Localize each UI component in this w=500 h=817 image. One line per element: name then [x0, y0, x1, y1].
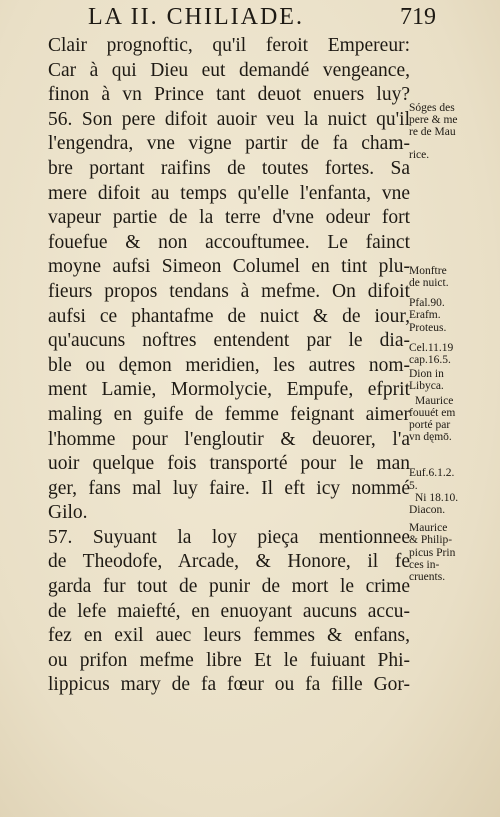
text-line: ou prifon mefme libre Et le fuiuant Phi- [48, 649, 410, 671]
text-line: aufsi ce phantafme de nuict & de iour, [48, 305, 410, 327]
margin-note-line: Proteus. [409, 321, 447, 334]
margin-note-line: fouuét em [409, 406, 456, 419]
text-line: Gilo. [48, 502, 88, 524]
margin-note-monster [409, 265, 497, 289]
margin-note-line: Sóges des [409, 102, 455, 114]
text-line: moyne aufsi Simeon Columel en tint plu- [48, 256, 410, 278]
main-text [48, 34, 410, 698]
text-line: ble ou dęmon meridien, les autres nom- [48, 354, 410, 376]
margin-note-nicephorus [409, 492, 497, 516]
text-line: l'engendra, vne vigne partir de fa cham- [48, 133, 410, 155]
text-line: lippicus mary de fa fœur ou fa fille Gor- [48, 674, 410, 696]
text-line: finon à vn Prince tant deuot enuers luy? [48, 84, 410, 106]
text-line: 57. Suyuant la loy pieça mentionnee [48, 526, 410, 548]
margin-note-dion [409, 368, 497, 392]
margin-note-line: Cel.11.19 [409, 341, 454, 354]
margin-note-line: re de Mau [409, 126, 456, 139]
page-header [0, 4, 500, 34]
text-line: qu'aucuns noftres entendent par le dia- [48, 330, 410, 352]
margin-note-line: cruents. [409, 571, 446, 584]
text-line: l'homme pour l'engloutir & deuorer, l'a [48, 428, 410, 450]
text-line: mere difoit au temps qu'elle l'enfanta, vne [48, 182, 410, 204]
text-line: 56. Son pere difoit auoir veu la nuict qu'il [48, 108, 410, 130]
margin-note-line: pere & me [409, 114, 458, 127]
margin-note-eusebius [409, 467, 497, 491]
margin-note-line: Euf.6.1.2. [409, 467, 455, 480]
margin-note-cel [409, 342, 497, 366]
margin-note-line: 5. [409, 479, 418, 492]
margin-note-line: Diacon. [409, 504, 446, 517]
margin-note-line: Erafm. [409, 309, 441, 322]
margin-note-line: Monftre [409, 264, 447, 277]
margin-note-dreams [409, 102, 497, 161]
text-line: Clair prognoftic, qu'il feroit Empereur: [48, 35, 410, 56]
margin-note-line: picus Prin [409, 546, 456, 559]
margin-note-line: cap.16.5. [409, 354, 451, 367]
text-line: vapeur partie de la terre d'vne odeur fort [48, 207, 410, 229]
text-line: Car à qui Dieu eut demandé vengeance, [48, 59, 410, 81]
text-line: bre portant raifins de toutes fortes. Sa [48, 157, 410, 179]
text-line: maling en guife de femme feignant aimer [48, 403, 410, 425]
running-title: LA II. CHILIADE. [88, 4, 304, 30]
margin-note-line: & Philip- [409, 534, 453, 547]
margin-note-line: rice. [409, 148, 430, 161]
text-line: ment Lamie, Mormolycie, Empufe, efprit [48, 379, 410, 401]
margin-note-line: de nuict. [409, 277, 449, 290]
margin-notes [409, 96, 497, 583]
margin-note-line: Maurice [415, 394, 454, 407]
text-line: fieurs propos tendans à mefme. On difoit [48, 280, 410, 302]
text-line: garda fur tout de punir de mort le crime [48, 576, 410, 598]
text-line: fez en exil auec leurs femmes & enfans, [48, 625, 410, 647]
margin-note-line: ces in- [409, 558, 440, 571]
margin-note-psalm [409, 297, 497, 334]
text-line: ger, fans mal luy faire. Il eft icy nommé [48, 477, 410, 499]
margin-note-line: Dion in [409, 368, 444, 381]
margin-note-maurice-demon [409, 395, 497, 444]
margin-note-line: porté par [409, 419, 451, 432]
margin-note-line: Maurice [409, 522, 448, 535]
margin-note-line: Pfal.90. [409, 297, 445, 310]
margin-note-maurice-philippicus [409, 522, 497, 583]
text-line: uoir quelque fois transporté pour le man [48, 453, 410, 475]
text-line: de lefe maiefté, en enuoyant aucuns accu- [48, 600, 410, 622]
margin-note-line: vn dęmō. [409, 431, 452, 444]
margin-note-line: Libyca. [409, 380, 444, 393]
text-line: de Theodofe, Arcade, & Honore, il fe [48, 551, 410, 573]
margin-note-line: Ni 18.10. [415, 491, 459, 504]
page-number: 719 [400, 4, 436, 30]
text-line: fouefue & non accouftumee. Le fainct [48, 231, 410, 253]
